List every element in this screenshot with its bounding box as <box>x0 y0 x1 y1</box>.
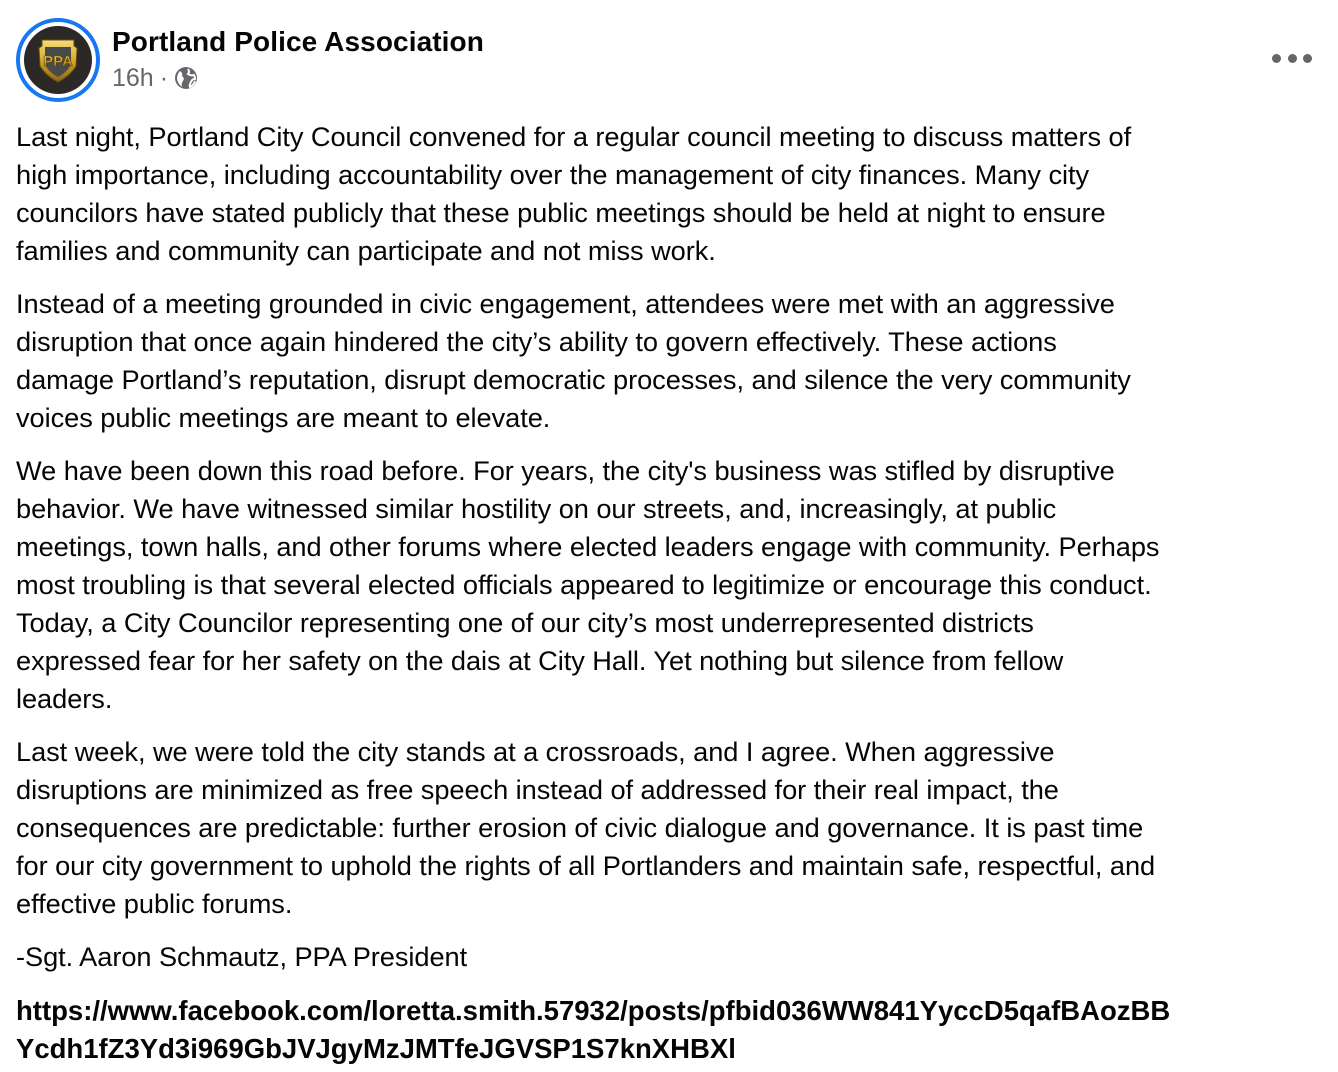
avatar-label: PPA <box>43 53 73 70</box>
shared-post-link[interactable]: https://www.facebook.com/loretta.smith.57932/posts/pfbid036WW841YyccD5qafBAozBB Ycdh1fZ3Yd3i969GbJVJgyMzJMTfeJGVSP1S7knXHBXl <box>16 995 1171 1064</box>
post-paragraph: Instead of a meeting grounded in civic engagement, attendees were met with an aggressive disruption that once again hindered the city’s ability to govern effectively. These actions damage Portland’s reputation, disrupt democratic processes, and silence the very community voices public meetings are meant to elevate. <box>16 288 1131 433</box>
post-paragraph: We have been down this road before. For years, the city's business was stifled by disruptive behavior. We have witnessed similar hostility on our streets, and, increasingly, at public meetings, town halls, and other forums where elected leaders engage with community. Perhaps most troubling is that several elected officials appeared to legitimize or encourage this conduct. Today, a City Councilor representing one of our city’s most underrepresented districts expressed fear for her safety on the dais at City Hall. Yet nothing but silence from fellow leaders. <box>16 455 1160 714</box>
post-timestamp[interactable]: 16h <box>112 64 154 92</box>
globe-icon[interactable] <box>174 66 198 90</box>
post-body <box>16 118 1336 991</box>
more-options-button[interactable] <box>1272 44 1312 72</box>
author-name-link[interactable]: Portland Police Association <box>112 26 484 57</box>
post-signature: -Sgt. Aaron Schmautz, PPA President <box>16 941 468 972</box>
more-horizontal-icon <box>1272 54 1281 63</box>
post-subline <box>112 62 484 94</box>
post-paragraph: Last night, Portland City Council convened for a regular council meeting to discuss matters of high importance, including accountability over the management of city finances. Many city councilors have stated publicly that these public meetings should be held at night to ensure families and community can participate and not miss work. <box>16 121 1132 266</box>
separator-dot: · <box>159 64 169 92</box>
post-header <box>16 18 484 102</box>
author-avatar[interactable] <box>16 18 100 102</box>
post-paragraph: Last week, we were told the city stands at a crossroads, and I agree. When aggressive disruptions are minimized as free speech instead of addressed for their real impact, the consequences are predictable: further erosion of civic dialogue and governance. It is past time for our city government to uphold the rights of all Portlanders and maintain safe, respectful, and effective public forums. <box>16 736 1156 919</box>
post-meta <box>112 24 484 94</box>
more-horizontal-icon <box>1303 54 1312 63</box>
badge-icon <box>30 32 86 88</box>
ppa-badge-logo-icon <box>24 26 92 94</box>
more-horizontal-icon <box>1288 54 1297 63</box>
